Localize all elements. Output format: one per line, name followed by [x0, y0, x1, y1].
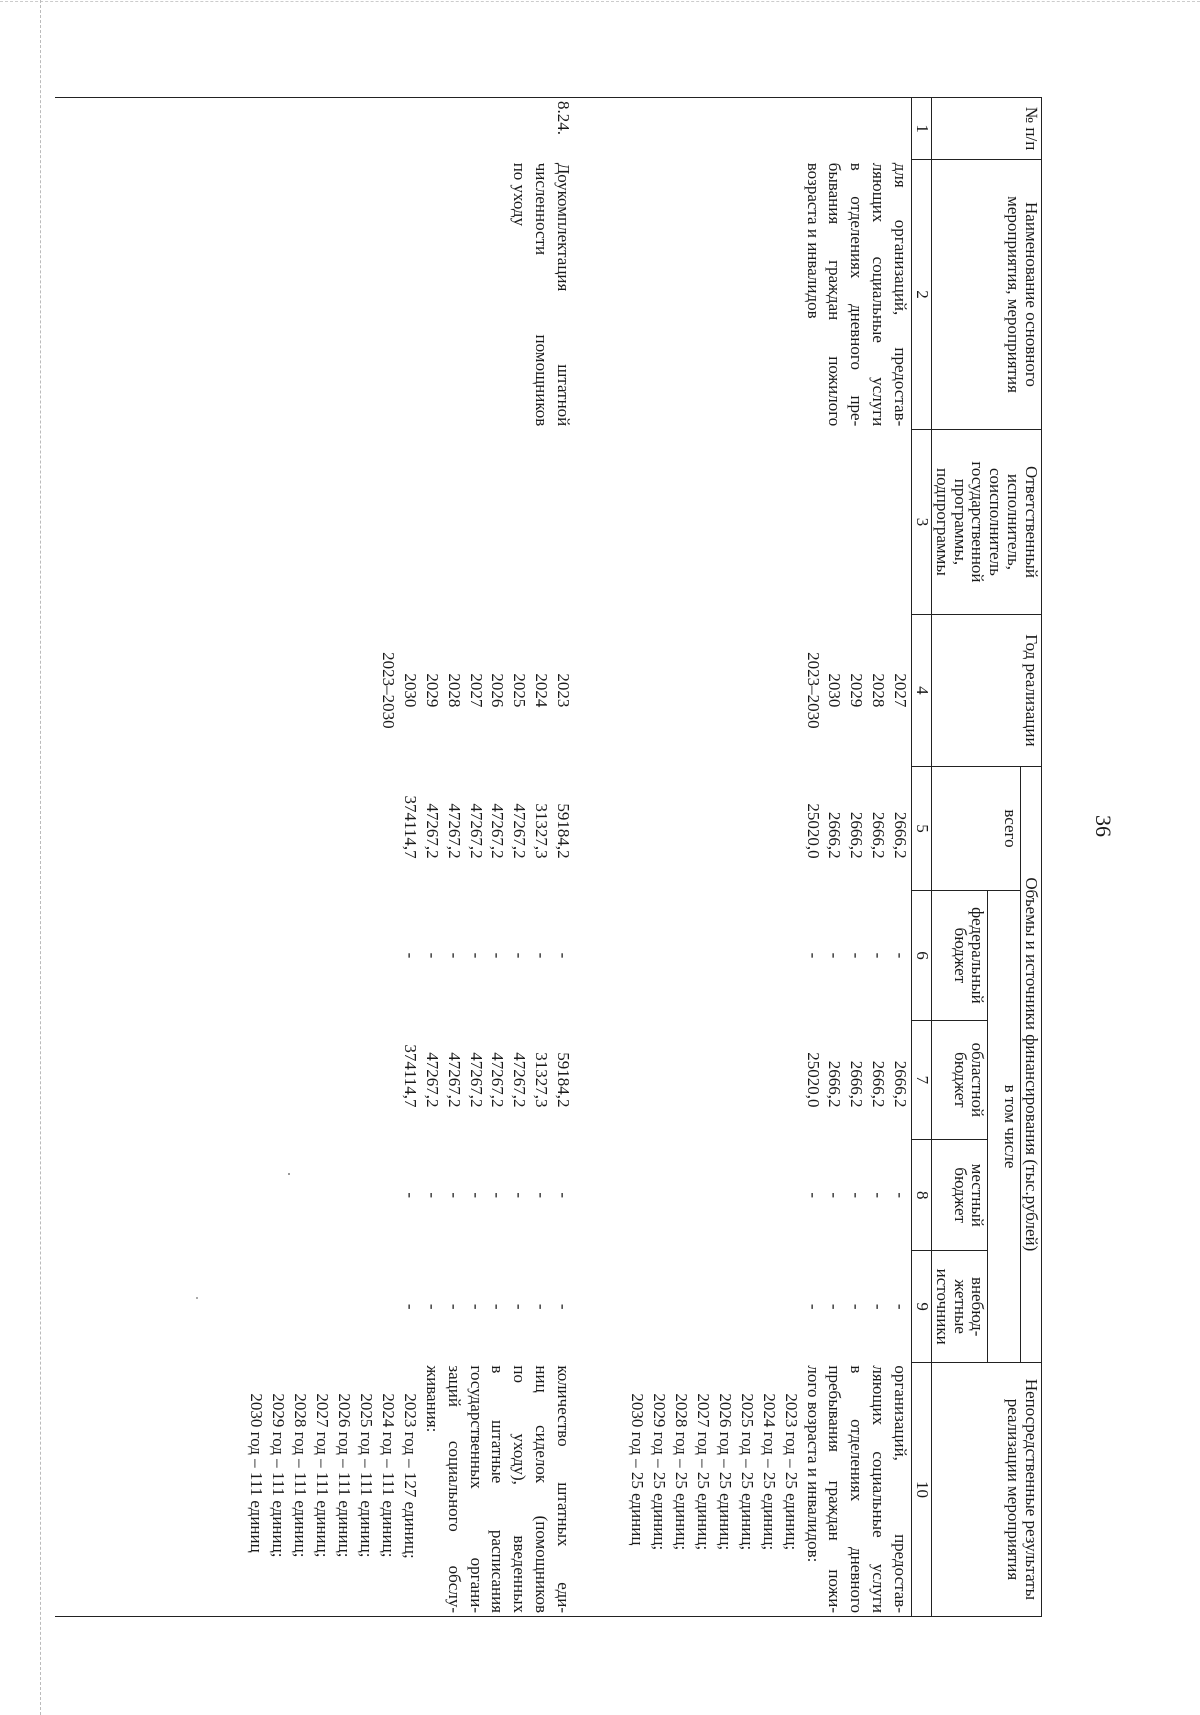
cell-no: 8.24.: [245, 98, 574, 160]
row-tail: [55, 98, 245, 1617]
federal-value: -: [422, 952, 442, 959]
col-number: 5: [912, 766, 932, 890]
local-value: -: [488, 1192, 508, 1199]
col-number: 2: [912, 160, 932, 430]
cell-total: [245, 766, 574, 890]
federal-value: -: [869, 952, 889, 959]
extra-value: -: [891, 1303, 911, 1310]
regional-value: 47267,2: [510, 1052, 530, 1108]
tail-cell: [55, 98, 245, 160]
total-value: 59184,2: [554, 803, 574, 859]
total-value: 47267,2: [444, 803, 464, 859]
total-value: 374114,7: [400, 795, 420, 859]
result-line: по уходу), введенных: [510, 1365, 530, 1613]
name-line: для организаций, предостав-: [891, 162, 911, 427]
regional-value: 374114,7: [400, 1044, 420, 1108]
result-item: 2026 год – 111 единиц;: [335, 1393, 355, 1558]
total-value: 47267,2: [488, 803, 508, 859]
total-value: 2666,2: [847, 811, 867, 859]
result-line: в штатные расписания: [488, 1365, 508, 1613]
name-line: численности помощников: [532, 162, 552, 427]
local-value: -: [554, 1192, 574, 1199]
extra-value: -: [554, 1303, 574, 1310]
header-extra: внебюд-жетные источники: [931, 1251, 988, 1362]
extra-value: -: [466, 1303, 486, 1310]
header-responsible: Ответственный исполнитель, соисполнитель государственной программы, подпрограммы: [931, 429, 1041, 614]
result-line: государственных органи-: [466, 1365, 486, 1613]
regional-value: 2666,2: [869, 1060, 889, 1108]
name-line: Доукомплектация штатной: [554, 162, 574, 427]
result-item: 2023 год – 127 единиц;: [400, 1393, 420, 1559]
year-value: 2023: [554, 673, 574, 708]
federal-value: -: [825, 952, 845, 959]
result-item: 2030 год – 25 единиц: [628, 1393, 648, 1546]
cell-years: [626, 615, 911, 767]
result-item: 2028 год – 111 единиц;: [291, 1393, 311, 1558]
table-body: [55, 98, 911, 1617]
federal-value: -: [444, 952, 464, 959]
cell-extra: [245, 1251, 574, 1362]
spacer-cell: [574, 429, 626, 614]
year-value: 2030: [400, 673, 420, 708]
cell-responsible: [626, 429, 911, 614]
name-line: бывания граждан пожилого: [825, 162, 845, 427]
federal-value: -: [803, 952, 823, 959]
tail-cell: [55, 766, 245, 890]
regional-value: 31327,3: [532, 1052, 552, 1108]
extra-value: -: [825, 1303, 845, 1310]
tail-cell: [55, 429, 245, 614]
extra-value: -: [532, 1303, 552, 1310]
tail-cell: [55, 615, 245, 767]
regional-value: 47267,2: [466, 1052, 486, 1108]
cell-years: [245, 615, 574, 767]
header-total: всего: [931, 766, 1020, 890]
extra-value: -: [422, 1303, 442, 1310]
tail-cell: [55, 1020, 245, 1139]
federal-value: -: [554, 952, 574, 959]
total-value: 2666,2: [869, 811, 889, 859]
tail-cell: [55, 1140, 245, 1251]
spacer-cell: [574, 98, 626, 160]
header-name: Наименование основного мероприятия, мероприятия: [931, 160, 1041, 430]
federal-value: -: [510, 952, 530, 959]
regional-value: 2666,2: [825, 1060, 845, 1108]
header-year: Год реализации: [931, 615, 1041, 767]
col-number: 3: [912, 429, 932, 614]
result-item: 2024 год – 111 единиц;: [378, 1393, 398, 1558]
result-item: 2023 год – 25 единиц;: [781, 1393, 801, 1551]
result-line: заций социального обслу-: [444, 1365, 464, 1613]
result-item: 2029 год – 25 единиц;: [650, 1393, 670, 1551]
extra-value: -: [847, 1303, 867, 1310]
total-value: 47267,2: [510, 803, 530, 859]
tail-cell: [55, 1251, 245, 1362]
federal-value: -: [488, 952, 508, 959]
tail-cell: [55, 160, 245, 430]
year-value: 2023–2030: [378, 652, 398, 729]
result-item: 2027 год – 25 единиц;: [693, 1393, 713, 1551]
tail-cell: [55, 891, 245, 1021]
year-value: 2027: [891, 673, 911, 708]
cell-results: [245, 1362, 574, 1616]
federal-value: -: [891, 952, 911, 959]
spacer-cell: [574, 1020, 626, 1139]
federal-value: -: [466, 952, 486, 959]
regional-value: 25020,0: [803, 1052, 823, 1108]
local-value: -: [466, 1192, 486, 1199]
col-number: 7: [912, 1020, 932, 1139]
local-value: -: [422, 1192, 442, 1199]
header-federal: федеральный бюджет: [931, 891, 988, 1021]
header-results: Непосредственные результаты реализации мероприятия: [931, 1362, 1041, 1616]
result-item: 2025 год – 25 единиц;: [737, 1393, 757, 1551]
total-value: 2666,2: [825, 811, 845, 859]
header-funding: Объемы и источники финансирования (тыс.рублей): [1021, 766, 1042, 1362]
cell-federal: [245, 891, 574, 1021]
year-value: 2024: [532, 673, 552, 708]
cell-name: [245, 160, 574, 430]
spacer-cell: [574, 1251, 626, 1362]
year-value: 2030: [825, 673, 845, 708]
local-value: -: [444, 1192, 464, 1199]
program-table: [55, 97, 1042, 1617]
result-item: 2029 год – 111 единиц;: [269, 1393, 289, 1558]
col-number: 8: [912, 1140, 932, 1251]
table-row: [626, 98, 911, 1617]
cell-local: [245, 1140, 574, 1251]
extra-value: -: [444, 1303, 464, 1310]
header-local: местный бюджет: [931, 1140, 988, 1251]
name-line: в отделениях дневного пре-: [847, 162, 867, 427]
cell-no: [626, 98, 911, 160]
cell-name: [626, 160, 911, 430]
result-item: 2028 год – 25 единиц;: [672, 1393, 692, 1551]
extra-value: -: [400, 1303, 420, 1310]
local-value: -: [803, 1192, 823, 1199]
local-value: -: [869, 1192, 889, 1199]
result-item: 2025 год – 111 единиц;: [356, 1393, 376, 1558]
cell-federal: [626, 891, 911, 1021]
local-value: -: [847, 1192, 867, 1199]
extra-value: -: [488, 1303, 508, 1310]
year-value: 2028: [444, 673, 464, 708]
local-value: -: [532, 1192, 552, 1199]
col-number: 1: [912, 98, 932, 160]
name-line: возраста и инвалидов: [803, 162, 823, 319]
local-value: -: [510, 1192, 530, 1199]
result-item: 2030 год – 111 единиц: [247, 1393, 267, 1553]
extra-value: -: [803, 1303, 823, 1310]
col-number: 4: [912, 615, 932, 767]
federal-value: -: [400, 952, 420, 959]
result-items: [626, 1365, 801, 1613]
header-including: в том числе: [988, 891, 1021, 1363]
result-line: организаций, предостав-: [891, 1365, 911, 1613]
col-number: 10: [912, 1362, 932, 1616]
col-number: 9: [912, 1251, 932, 1362]
local-value: -: [891, 1192, 911, 1199]
result-item: 2024 год – 25 единиц;: [759, 1393, 779, 1551]
total-value: 47267,2: [466, 803, 486, 859]
regional-value: 47267,2: [444, 1052, 464, 1108]
header-no: № п/п: [931, 98, 1041, 160]
name-line: по уходу: [510, 162, 530, 227]
result-item: 2026 год – 25 единиц;: [715, 1393, 735, 1551]
result-line: пребывания граждан пожи-: [825, 1365, 845, 1613]
federal-value: -: [847, 952, 867, 959]
year-value: 2025: [510, 673, 530, 708]
local-value: -: [825, 1192, 845, 1199]
col-number: 6: [912, 891, 932, 1021]
local-value: -: [400, 1192, 420, 1199]
tail-cell: [55, 1362, 245, 1616]
regional-value: 2666,2: [891, 1060, 911, 1108]
spacer-cell: [574, 766, 626, 890]
total-value: 31327,3: [532, 803, 552, 859]
cell-local: [626, 1140, 911, 1251]
regional-value: 47267,2: [422, 1052, 442, 1108]
cell-total: [626, 766, 911, 890]
cell-extra: [626, 1251, 911, 1362]
result-item: 2027 год – 111 единиц;: [313, 1393, 333, 1558]
spacer-cell: [574, 891, 626, 1021]
federal-value: -: [532, 952, 552, 959]
spacer-cell: [574, 160, 626, 430]
result-line: лого возраста и инвалидов:: [803, 1365, 823, 1563]
total-value: 47267,2: [422, 803, 442, 859]
result-line: количество штатных еди-: [554, 1365, 574, 1613]
result-line: ниц сиделок (помощников: [532, 1365, 552, 1613]
cell-results: [626, 1362, 911, 1616]
extra-value: -: [510, 1303, 530, 1310]
table-header: [912, 98, 1042, 1617]
result-items: [245, 1365, 420, 1613]
total-value: 2666,2: [891, 811, 911, 859]
year-value: 2026: [488, 673, 508, 708]
name-line: ляющих социальные услуги: [869, 162, 889, 427]
regional-value: 59184,2: [554, 1052, 574, 1108]
year-value: 2027: [466, 673, 486, 708]
table-row: [245, 98, 574, 1617]
year-value: 2023–2030: [803, 652, 823, 729]
spacer-cell: [574, 1362, 626, 1616]
year-value: 2029: [847, 673, 867, 708]
regional-value: 47267,2: [488, 1052, 508, 1108]
extra-value: -: [869, 1303, 889, 1310]
spacer-cell: [574, 1140, 626, 1251]
column-number-row: [912, 98, 932, 1617]
year-value: 2029: [422, 673, 442, 708]
spacer-cell: [574, 615, 626, 767]
row-spacer: [574, 98, 626, 1617]
result-line: в отделениях дневного: [847, 1365, 867, 1613]
year-value: 2028: [869, 673, 889, 708]
regional-value: 2666,2: [847, 1060, 867, 1108]
header-regional: областной бюджет: [931, 1020, 988, 1139]
result-line: ляющих социальные услуги: [869, 1365, 889, 1613]
result-line: живания:: [422, 1365, 442, 1433]
cell-regional: [245, 1020, 574, 1139]
total-value: 25020,0: [803, 803, 823, 859]
cell-responsible: [245, 429, 574, 614]
cell-regional: [626, 1020, 911, 1139]
page-number: 36: [1091, 815, 1116, 837]
